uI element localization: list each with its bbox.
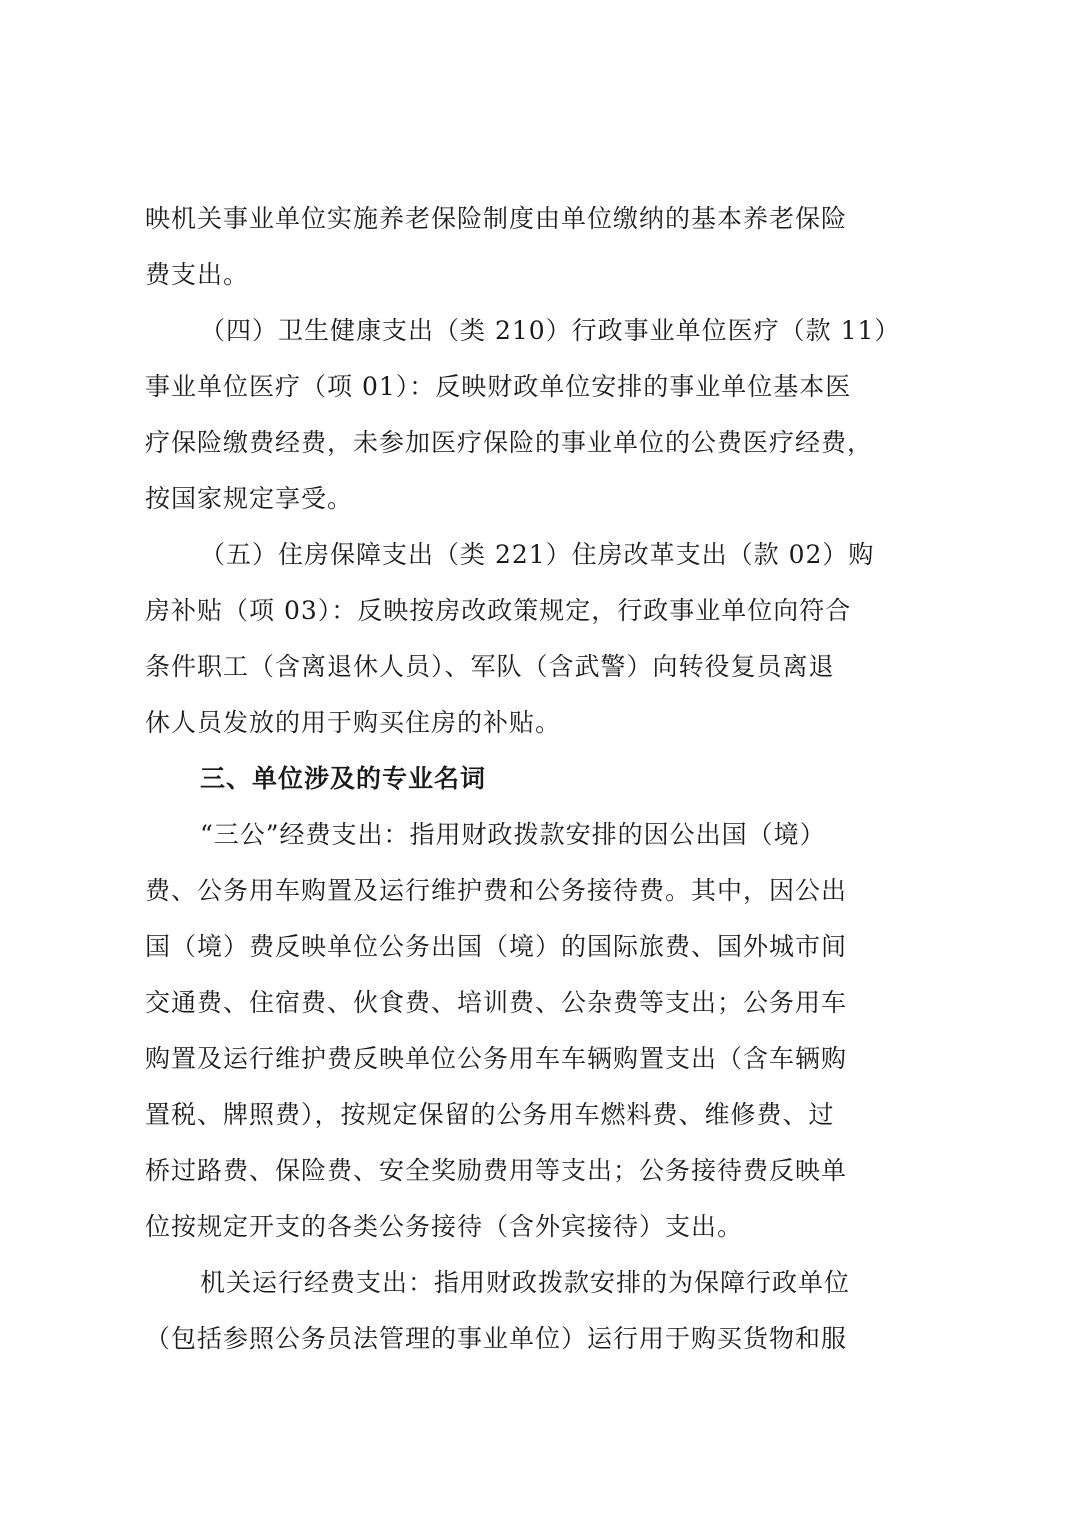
text-line: 费、公务用车购置及运行维护费和公务接待费。其中，因公出 — [145, 876, 848, 905]
text-line: 交通费、住宿费、伙食费、培训费、公杂费等支出；公务用车 — [145, 988, 848, 1017]
text-line: （包括参照公务员法管理的事业单位）运行用于购买货物和服 — [145, 1324, 848, 1353]
text-line: 条件职工（含离退休人员）、军队（含武警）向转役复员离退 — [145, 652, 835, 681]
text-line: 桥过路费、保险费、安全奖励费用等支出；公务接待费反映单 — [145, 1156, 848, 1185]
paragraph-start-line: （五）住房保障支出（类 221）住房改革支出（款 02）购 — [200, 540, 875, 569]
text-line: 置税、牌照费），按规定保留的公务用车燃料费、维修费、过 — [145, 1100, 835, 1129]
paragraph-start-line: （四）卫生健康支出（类 210）行政事业单位医疗（款 11） — [200, 316, 901, 345]
paragraph-start-line: 机关运行经费支出：指用财政拨款安排的为保障行政单位 — [200, 1268, 851, 1297]
section-heading: 三、单位涉及的专业名词 — [200, 764, 487, 793]
text-line: 休人员发放的用于购买住房的补贴。 — [145, 708, 562, 737]
text-line: 国（境）费反映单位公务出国（境）的国际旅费、国外城市间 — [145, 932, 848, 961]
text-line: 按国家规定享受。 — [145, 484, 354, 513]
text-line: 购置及运行维护费反映单位公务用车车辆购置支出（含车辆购 — [145, 1044, 848, 1073]
text-line: 事业单位医疗（项 01）：反映财政单位安排的事业单位基本医 — [145, 372, 852, 401]
text-line: 房补贴（项 03）：反映按房改政策规定，行政事业单位向符合 — [145, 596, 852, 625]
paragraph-start-line: “三公”经费支出：指用财政拨款安排的因公出国（境） — [200, 820, 826, 849]
text-line: 映机关事业单位实施养老保险制度由单位缴纳的基本养老保险 — [145, 204, 848, 233]
text-line: 位按规定开支的各类公务接待（含外宾接待）支出。 — [145, 1212, 744, 1241]
text-line: 费支出。 — [145, 260, 250, 289]
text-line: 疗保险缴费经费，未参加医疗保险的事业单位的公费医疗经费， — [145, 428, 874, 457]
